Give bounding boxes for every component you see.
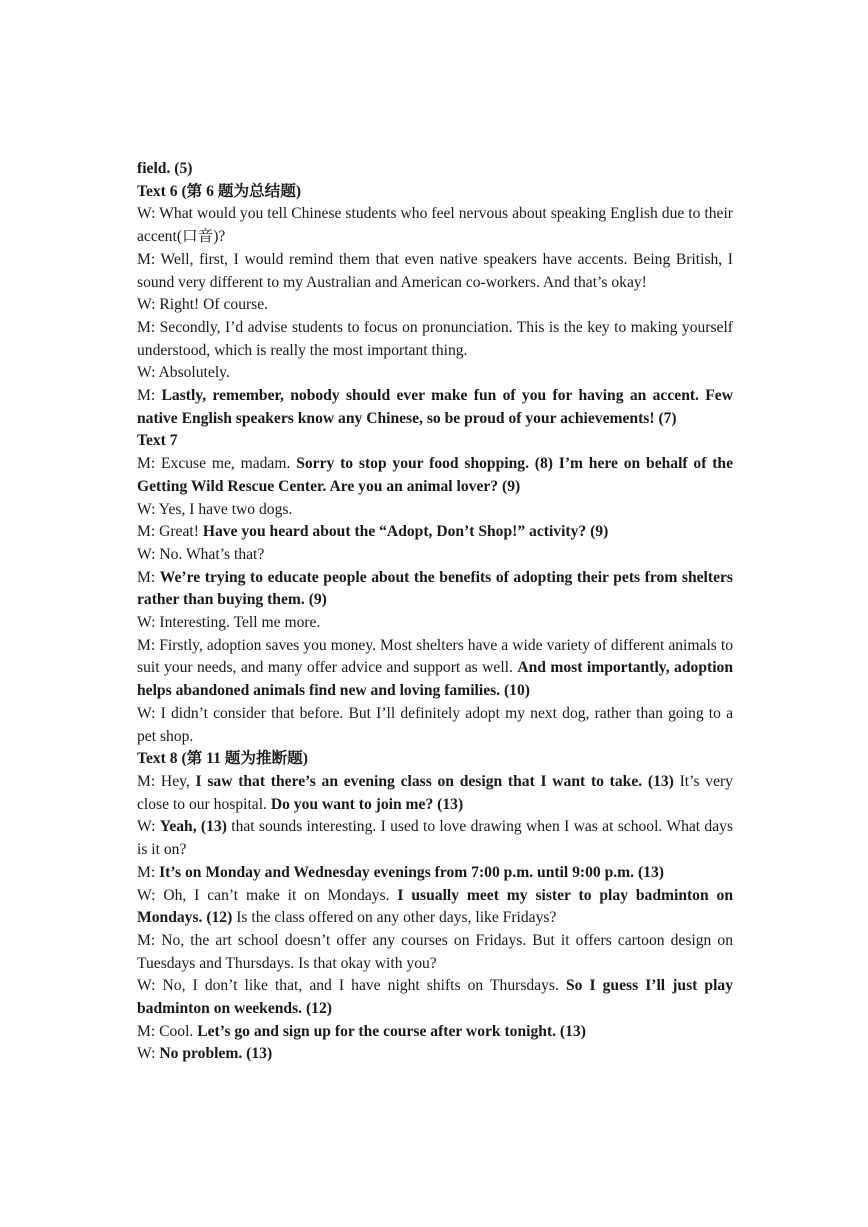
text-segment: W:	[137, 1045, 160, 1063]
paragraph	[137, 203, 733, 248]
paragraph	[137, 862, 733, 885]
paragraph	[137, 816, 733, 861]
paragraph	[137, 612, 733, 635]
paragraph	[137, 453, 733, 498]
text-segment: W: What would you tell Chinese students who feel nervous about speaking English due to their accent(口音)?	[137, 205, 733, 246]
text-segment: that sounds interesting. I used to love drawing when I was at school. What days is it on?	[137, 818, 734, 859]
paragraph	[137, 158, 733, 181]
paragraph	[137, 385, 733, 430]
text-segment: M: Secondly, I’d advise students to focus on pronunciation. This is the key to making yourself understood, which is really the most important thing.	[137, 318, 733, 359]
text-segment: M:	[137, 568, 160, 586]
paragraph	[137, 635, 733, 703]
text-segment: M: Well, first, I would remind them that even native speakers have accents. Being British, I sound very different to my Australian and American co-workers. And that’s okay!	[137, 250, 733, 291]
bold-text-segment: Text 6 (第 6 题为总结题)	[137, 182, 302, 200]
bold-text-segment: Lastly, remember, nobody should ever make fun of you for having an accent. Few native English speakers know any Chinese, so be proud of your achievements! (7)	[137, 387, 733, 427]
text-segment: M:	[137, 863, 160, 881]
paragraph	[137, 430, 733, 453]
bold-text-segment: I usually meet my sister to play badminton on Mondays. (12)	[137, 886, 733, 927]
paragraph	[137, 930, 733, 975]
text-segment: M:	[137, 387, 162, 405]
bold-text-segment: Text 8 (第 11 题为推断题)	[137, 750, 308, 768]
text-segment: M: Excuse me, madam.	[137, 455, 297, 473]
bold-text-segment: It’s on Monday and Wednesday evenings from 7:00 p.m. until 9:00 p.m. (13)	[159, 863, 664, 881]
paragraph	[137, 362, 733, 385]
paragraph	[137, 294, 733, 317]
text-segment: W: No, I don’t like that, and I have night shifts on Thursdays.	[137, 977, 566, 995]
paragraph	[137, 181, 733, 204]
bold-text-segment: field. (5)	[137, 160, 193, 177]
text-segment: M: Cool.	[137, 1022, 198, 1040]
paragraph	[137, 544, 733, 567]
text-segment: W: Yes, I have two dogs.	[137, 500, 293, 518]
paragraph	[137, 317, 733, 362]
paragraph	[137, 499, 733, 522]
bold-text-segment: We’re trying to educate people about the benefits of adopting their pets from shelters rather than buying them. (9)	[137, 568, 733, 609]
bold-text-segment: And most importantly, adoption helps abandoned animals find new and loving families. (10)	[137, 659, 733, 700]
text-segment: W: Right! Of course.	[137, 296, 269, 314]
text-segment: W: Oh, I can’t make it on Mondays.	[137, 886, 398, 904]
text-segment: It’s very close to our hospital.	[137, 772, 733, 813]
paragraph	[137, 1043, 733, 1066]
bold-text-segment: So I guess I’ll just play badminton on weekends. (12)	[137, 977, 734, 1018]
paragraph	[137, 771, 733, 816]
paragraph	[137, 567, 733, 612]
bold-text-segment: Have you heard about the “Adopt, Don’t Shop!” activity? (9)	[202, 523, 609, 541]
text-segment: W: I didn’t consider that before. But I’ll definitely adopt my next dog, rather than going to a pet shop.	[137, 704, 733, 745]
document-body	[137, 158, 733, 1066]
text-segment: W:	[137, 818, 160, 836]
paragraph	[137, 703, 733, 748]
bold-text-segment: Yeah, (13)	[159, 818, 227, 836]
text-segment: W: No. What’s that?	[137, 545, 265, 563]
bold-text-segment: Text 7	[137, 432, 178, 450]
paragraph	[137, 975, 733, 1020]
text-segment: M: Great!	[137, 523, 203, 541]
text-segment: W: Absolutely.	[137, 364, 230, 382]
text-segment: W: Interesting. Tell me more.	[137, 614, 321, 632]
bold-text-segment: Let’s go and sign up for the course after work tonight. (13)	[197, 1022, 586, 1040]
text-segment: Is the class offered on any other days, like Fridays?	[232, 909, 557, 927]
paragraph	[137, 1021, 733, 1044]
text-segment: M: No, the art school doesn’t offer any courses on Fridays. But it offers cartoon design on Tuesdays and Thursdays. Is that okay with you?	[137, 931, 733, 972]
bold-text-segment: No problem. (13)	[159, 1045, 273, 1063]
text-segment: M: Hey,	[137, 772, 196, 790]
paragraph	[137, 748, 733, 771]
paragraph	[137, 521, 733, 544]
bold-text-segment: I saw that there’s an evening class on design that I want to take. (13)	[195, 772, 674, 790]
text-segment: M: Firstly, adoption saves you money. Most shelters have a wide variety of different animals to suit your needs, and many offer advice and support as well.	[137, 636, 733, 677]
bold-text-segment: Sorry to stop your food shopping. (8) I’m here on behalf of the Getting Wild Rescue Center. Are you an animal lover? (9)	[137, 455, 733, 495]
bold-text-segment: Do you want to join me? (13)	[270, 795, 464, 813]
paragraph	[137, 885, 733, 930]
paragraph	[137, 249, 733, 294]
